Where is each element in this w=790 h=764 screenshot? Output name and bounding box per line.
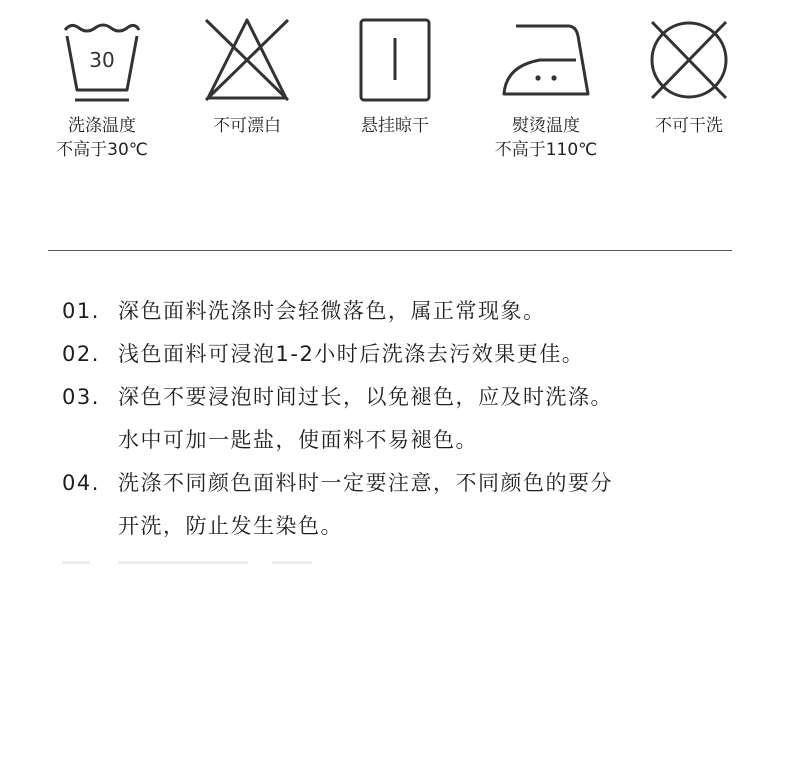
care-item-wash <box>27 14 177 162</box>
note-text <box>118 376 613 462</box>
note-item <box>62 290 752 333</box>
care-item-bleach <box>172 14 322 138</box>
care-label <box>471 114 621 162</box>
note-line: 开洗，防止发生染色。 <box>118 514 343 538</box>
care-label <box>614 114 764 138</box>
wash-temp-value: 30 <box>89 48 115 72</box>
note-item <box>62 376 752 462</box>
care-label-line: 不可干洗 <box>655 116 723 136</box>
care-label-line: 不高于110℃ <box>494 140 598 160</box>
line-dry-icon <box>350 14 440 106</box>
note-number: 03. <box>62 385 100 409</box>
note-line: 深色不要浸泡时间过长，以免褪色，应及时洗涤。 <box>118 385 613 409</box>
note-item <box>62 462 752 548</box>
note-number: 01. <box>62 299 100 323</box>
note-text <box>118 462 613 548</box>
care-symbols-row <box>0 0 790 200</box>
care-label-line: 悬挂晾干 <box>361 116 429 136</box>
note-line: 洗涤不同颜色面料时一定要注意，不同颜色的要分 <box>118 471 613 495</box>
iron-low-icon <box>496 14 596 106</box>
care-label <box>320 114 470 138</box>
faded-text-remnant <box>62 556 322 570</box>
wash-30-icon <box>57 14 147 106</box>
care-notes <box>62 290 752 548</box>
note-number: 04. <box>62 471 100 495</box>
care-item-dryclean <box>614 14 764 138</box>
care-label-line: 洗涤温度 <box>68 116 136 136</box>
section-divider <box>48 250 732 251</box>
care-label-line: 熨烫温度 <box>512 116 580 136</box>
care-item-iron <box>471 14 621 162</box>
note-number: 02. <box>62 342 100 366</box>
no-bleach-icon <box>202 14 292 106</box>
care-label <box>172 114 322 138</box>
note-line: 水中可加一匙盐，使面料不易褪色。 <box>118 428 478 452</box>
note-line: 深色面料洗涤时会轻微落色，属正常现象。 <box>118 299 546 323</box>
care-label <box>27 114 177 162</box>
note-text <box>118 290 546 333</box>
care-label-line: 不高于30℃ <box>56 140 148 160</box>
note-item <box>62 333 752 376</box>
no-dry-clean-icon <box>644 14 734 106</box>
note-line: 浅色面料可浸泡1-2小时后洗涤去污效果更佳。 <box>118 342 585 366</box>
care-label-line: 不可漂白 <box>213 116 281 136</box>
care-item-dry <box>320 14 470 138</box>
note-text <box>118 333 584 376</box>
